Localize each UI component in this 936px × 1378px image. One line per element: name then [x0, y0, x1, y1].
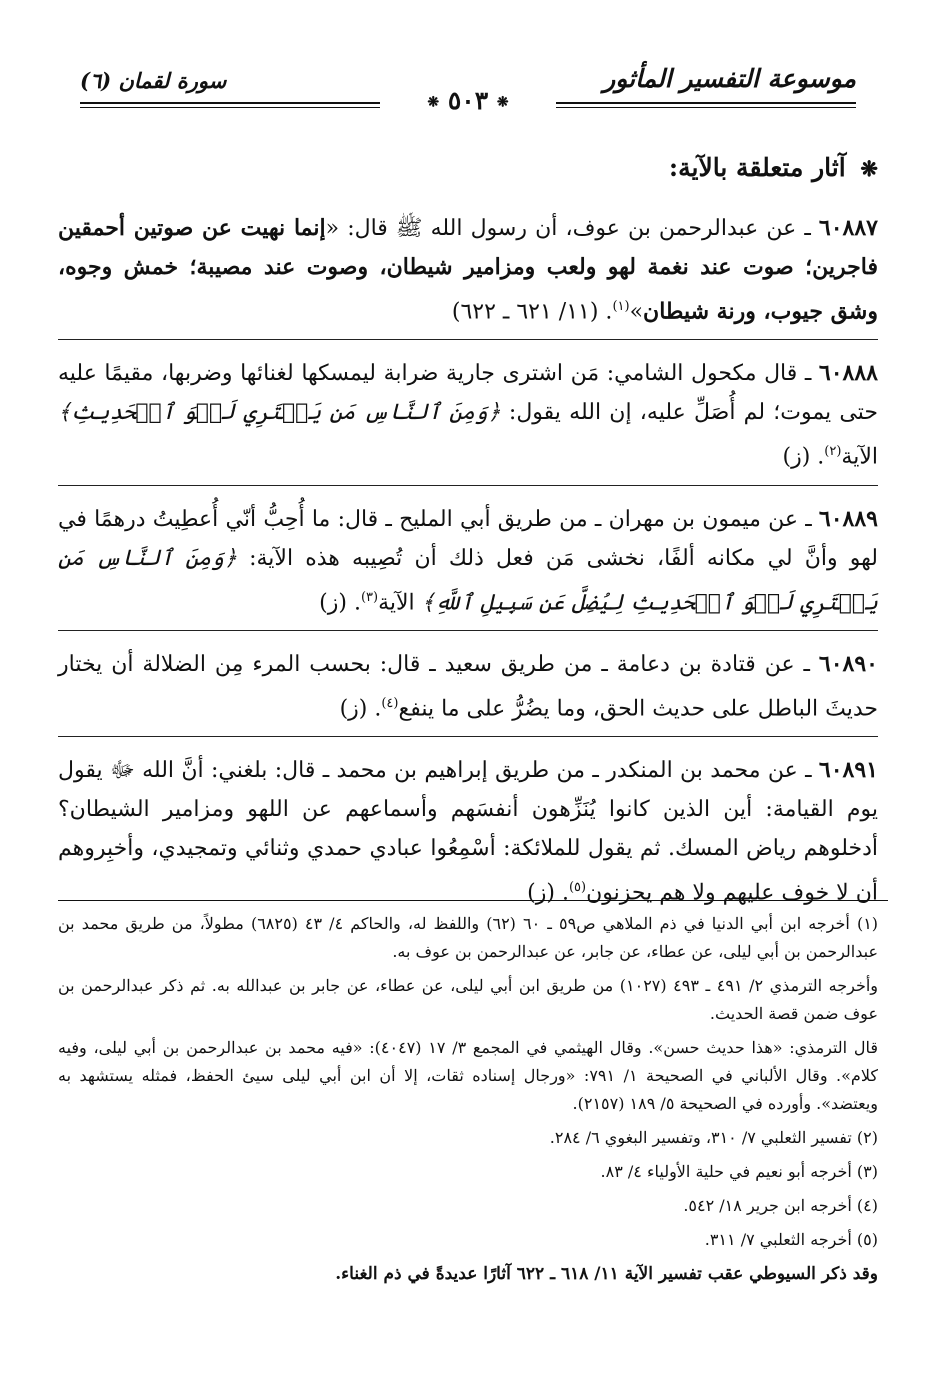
entry-source: . (ز) [782, 444, 825, 470]
footnote-ref[interactable]: (٣) [360, 589, 379, 605]
entry-text-close: » [629, 299, 644, 325]
entry-60887 [58, 209, 878, 340]
book-title: موسوعة التفسير المأثور [603, 64, 856, 93]
entry-source: . (ز) [339, 696, 382, 722]
footnotes [58, 910, 878, 1294]
entry-source: . (ز) [527, 880, 569, 906]
footnote-ref[interactable]: (٤) [381, 695, 399, 711]
footnote-divider [58, 900, 888, 901]
entry-source: . (ز) [319, 589, 361, 615]
ornament-left-icon: ❋ [427, 94, 440, 111]
footnote-ref[interactable]: (٢) [824, 444, 842, 460]
quran-verse: ﴿وَمِنَ ٱلنَّاسِ مَن يَشۡتَرِي لَهۡوَ ٱلۡحَدِيثِ لِيُضِلَّ عَن سَبِيلِ ٱللَّهِ﴾ [58, 545, 878, 615]
footnote-2: (٢) تفسير الثعلبي ٧/ ٣١٠، وتفسير البغوي ٦/ ٢٨٤. [549, 1128, 878, 1147]
closing-note: وقد ذكر السيوطي عقب تفسير الآية ١١/ ٦١٨ ـ ٦٢٢ آثارًا عديدةً في ذم الغناء. [335, 1264, 878, 1284]
footnote-4: (٤) أخرجه ابن جرير ١٨/ ٥٤٢. [683, 1196, 878, 1215]
running-header [80, 64, 856, 124]
entry-text: ـ قال مكحول الشامي: مَن اشترى جارية ضرابة ليمسكها لغنائها وضربها، مقيمًا عليه حتى يموت؛ لم أُصَلِّ عليه، إن الله يقول: [58, 361, 878, 426]
entry-60888 [58, 354, 878, 485]
footnote-3: (٣) أخرجه أبو نعيم في حلية الأولياء ٤/ ٨٣. [600, 1162, 878, 1181]
main-content [58, 150, 878, 935]
entry-number: ٦٠٨٨٨ [818, 360, 878, 387]
footnote-1: (١) أخرجه ابن أبي الدنيا في ذم الملاهي ص٥٩ ـ ٦٠ (٦٢) واللفظ له، والحاكم ٤/ ٤٣ (٦٨٢٥) مطولاً، من طريق محمد بن عبدالرحمن بن أبي ليلى، عن عطاء، عن جابر، عن عبدالرحمن بن عوف به. [58, 914, 879, 961]
surah-name: سورة لقمان [118, 68, 227, 93]
page-number-block [427, 86, 508, 115]
footnote-ref[interactable]: (٥) [568, 880, 587, 896]
header-rule-right [556, 102, 856, 104]
entry-60890 [58, 645, 878, 737]
entry-text: ـ عن قتادة بن دعامة ـ من طريق سعيد ـ قال: بحسب المرء مِن الضلالة أن يختار حديثَ الباطل على حديث الحق، وما يضُرُّ على ما ينفع [58, 651, 878, 722]
flower-ornament-icon: ❋ [860, 156, 878, 181]
entry-number: ٦٠٨٩٠ [818, 650, 878, 677]
page-number: ٥٠٣ [447, 86, 489, 115]
hadith-text: إنما نهيت عن صوتين أحمقين فاجرين؛ صوت عند نغمة لهو ولعب ومزامير شيطان، وصوت عند مصيبة؛ خمش وجوه، وشق جيوب، ورنة شيطان [58, 215, 878, 325]
ornament-right-icon: ❋ [496, 94, 509, 111]
entry-number: ٦٠٨٨٧ [818, 215, 878, 241]
entry-number: ٦٠٨٨٩ [818, 505, 878, 532]
entry-text-tail: الآية [378, 589, 422, 615]
footnote-1-cont: وأخرجه الترمذي ٢/ ٤٩١ ـ ٤٩٣ (١٠٢٧) من طريق ابن أبي ليلى، عن عطاء، عن جابر بن عبدالله به. ثم ذكر عبدالرحمن بن عوف ضمن قصة الحديث. [58, 976, 879, 1023]
section-heading [58, 150, 878, 187]
entry-text: ـ عن محمد بن المنكدر ـ من طريق إبراهيم بن محمد ـ قال: بلغني: أنَّ الله ﷻ يقول يوم القيامة: أين الذين كانوا يُنَزِّهون أنفسَهم وأسماعهم عن اللهو ومزامير الشيطان؟ أدخلوهم رياض المسك. ثم يقول للملائكة: أسْمِعُوا عبادي حمدي وثنائي وتمجيدي، وأخبِروهم أن لا خوف عليهم ولا هم يحزنون [58, 758, 878, 906]
entry-60891 [58, 751, 878, 920]
entry-text: ـ عن عبدالرحمن بن عوف، أن رسول الله ﷺ قال: « [325, 216, 819, 241]
surah-title [80, 68, 226, 93]
entry-text: ـ عن ميمون بن مهران ـ من طريق أبي المليح ـ قال: ما أُحِبُّ أنّي أُعطِيتُ درهمًا في لهو وأنَّ لي مكانه ألفًا، نخشى مَن فعل ذلك أن تُصِيبه هذه الآية: [58, 506, 878, 571]
entry-number: ٦٠٨٩١ [818, 757, 878, 784]
entry-source: . (١١/ ٦٢١ ـ ٦٢٢) [451, 299, 613, 325]
quran-verse: ﴿وَمِنَ ٱلنَّاسِ مَن يَشۡتَرِي لَهۡوَ ٱلۡحَدِيثِ﴾ [58, 400, 501, 426]
footnote-1-grading: قال الترمذي: «هذا حديث حسن». وقال الهيثمي في المجمع ٣/ ١٧ (٤٠٤٧): «فيه محمد بن عبدالرحمن بن أبي ليلى، وفيه كلام». وقال الألباني في الصحيحة ١/ ٧٩١: «ورجال إسناده ثقات، إلا أن ابن أبي ليلى سيئ الحفظ، فمثله يستشهد به ويعتضد». وأورده في الصحيحة ٥/ ١٨٩ (٢١٥٧). [58, 1038, 879, 1113]
footnote-ref[interactable]: (١) [612, 299, 630, 314]
section-heading-text: آثار متعلقة بالآية: [668, 153, 846, 182]
header-rule-left [80, 102, 380, 104]
surah-ayah: (٦) [80, 68, 112, 93]
footnote-5: (٥) أخرجه الثعلبي ٧/ ٣١١. [704, 1230, 878, 1249]
entry-60889 [58, 500, 878, 631]
entry-text-tail: الآية [841, 444, 878, 470]
